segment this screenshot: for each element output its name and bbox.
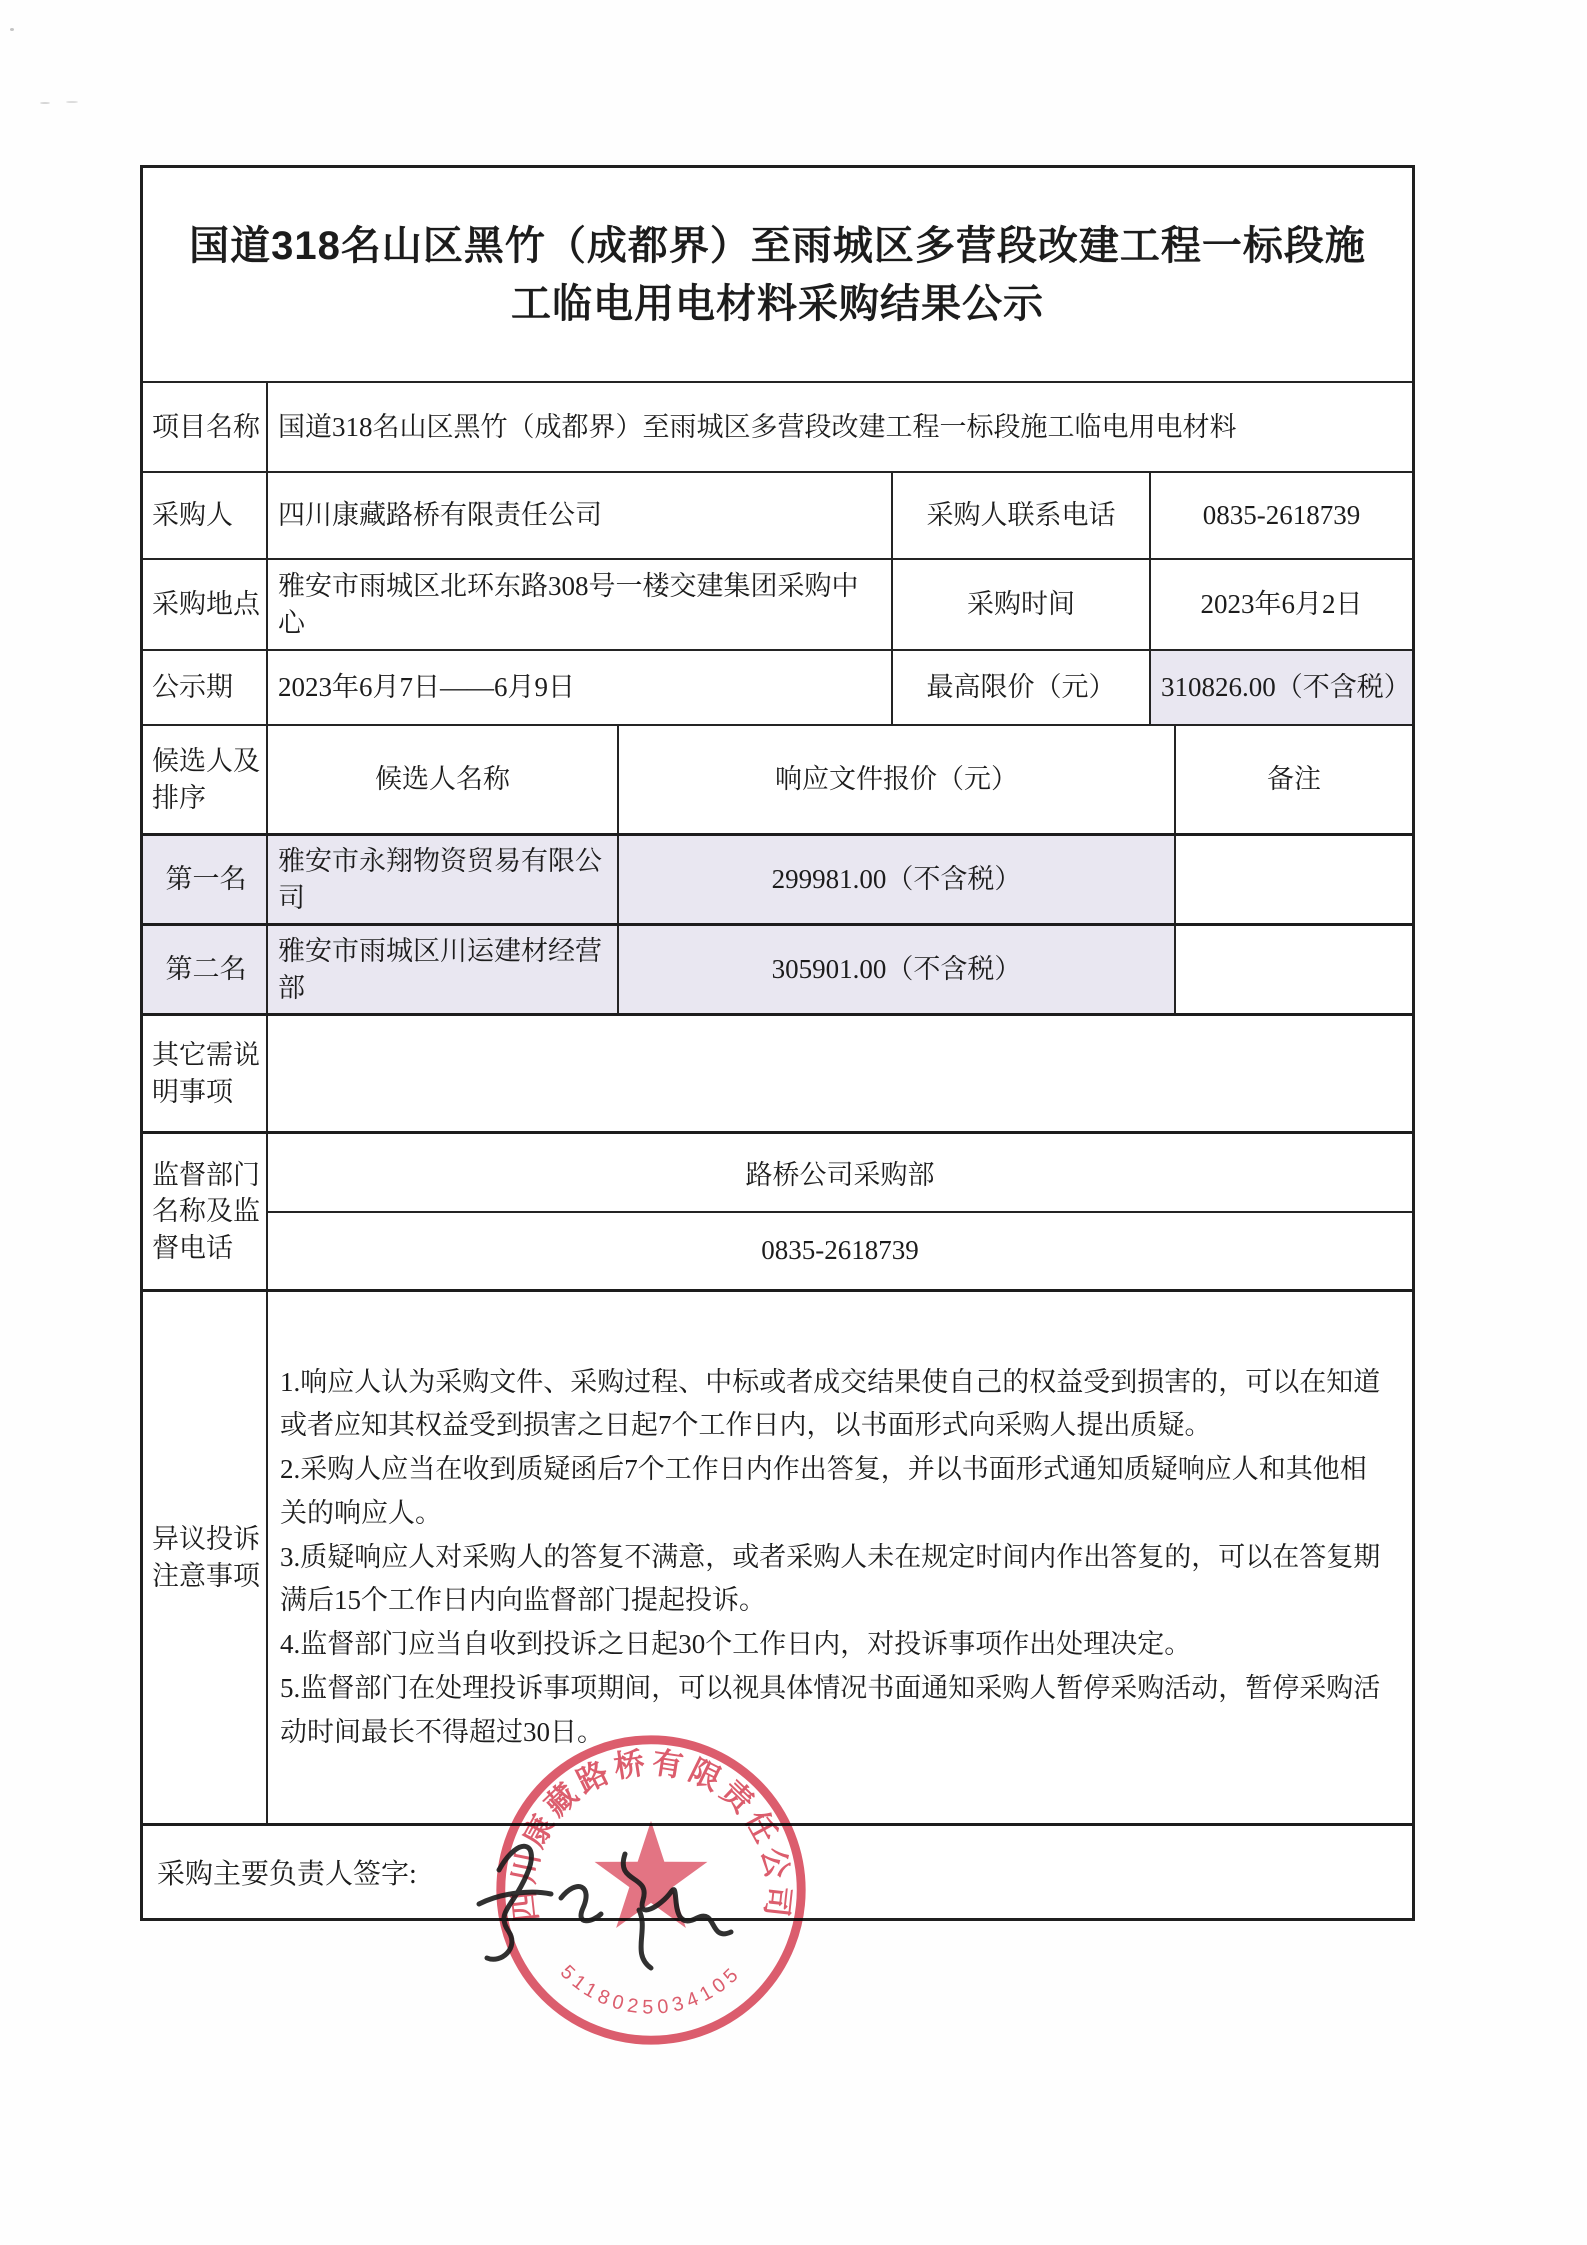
supervision-row bbox=[143, 1131, 1412, 1289]
objection-item-5: 5.监督部门在处理投诉事项期间，可以视具体情况书面通知采购人暂停采购活动，暂停采购活动时间最长不得超过30日。 bbox=[280, 1672, 1381, 1747]
purchaser-row bbox=[143, 471, 1412, 558]
objection-notice-row bbox=[143, 1289, 1412, 1823]
scan-speck bbox=[66, 101, 78, 103]
max-price-label: 最高限价（元） bbox=[891, 651, 1149, 724]
publicity-period-value: 2023年6月7日——6月9日 bbox=[266, 651, 891, 724]
other-notes-row bbox=[143, 1013, 1412, 1131]
location-row bbox=[143, 558, 1412, 649]
project-name-value: 国道318名山区黑竹（成都界）至雨城区多营段改建工程一标段施工临电用电材料 bbox=[266, 383, 1412, 471]
candidate-row-first bbox=[143, 833, 1412, 923]
candidates-rank-header: 候选人及排序 bbox=[152, 746, 260, 813]
candidate-name: 雅安市雨城区川运建材经营部 bbox=[266, 926, 617, 1013]
candidate-remark bbox=[1174, 926, 1412, 1013]
stamp-number-text: 5118025034105 bbox=[555, 1961, 747, 2019]
candidate-rank: 第二名 bbox=[143, 926, 266, 1013]
max-price-value: 310826.00（不含税） bbox=[1149, 651, 1412, 724]
scan-speck bbox=[10, 28, 14, 31]
signature-label: 采购主要负责人签字: bbox=[157, 1859, 417, 1890]
candidate-rank: 第一名 bbox=[143, 836, 266, 923]
supervision-phone-value: 0835-2618739 bbox=[268, 1211, 1412, 1290]
objection-item-2: 2.采购人应当在收到质疑函后7个工作日内作出答复，并以书面形式通知质疑响应人和其他相关的响应人。 bbox=[280, 1454, 1367, 1528]
purchase-time-label: 采购时间 bbox=[891, 560, 1149, 649]
candidate-row-second bbox=[143, 923, 1412, 1013]
scan-speck bbox=[40, 102, 50, 104]
procurement-result-table bbox=[140, 165, 1415, 1924]
location-value: 雅安市雨城区北环东路308号一楼交建集团采购中心 bbox=[266, 560, 891, 649]
supervision-label: 监督部门名称及监督电话 bbox=[152, 1159, 260, 1263]
supervision-dept-value: 路桥公司采购部 bbox=[745, 1159, 935, 1190]
purchaser-phone-label: 采购人联系电话 bbox=[891, 473, 1149, 558]
signature-row bbox=[143, 1823, 1412, 1918]
bid-price-header: 响应文件报价（元） bbox=[617, 726, 1174, 833]
publicity-period-row bbox=[143, 649, 1412, 724]
remark-header: 备注 bbox=[1174, 726, 1412, 833]
objection-item-1: 1.响应人认为采购文件、采购过程、中标或者成交结果使自己的权益受到损害的，可以在知道或者应知其权益受到损害之日起7个工作日内，以书面形式向采购人提出质疑。 bbox=[280, 1366, 1381, 1441]
objection-item-4: 4.监督部门应当自收到投诉之日起30个工作日内，对投诉事项作出处理决定。 bbox=[280, 1629, 1192, 1660]
other-notes-value bbox=[266, 1016, 1412, 1131]
publicity-period-label: 公示期 bbox=[152, 672, 233, 703]
candidate-price: 305901.00（不含税） bbox=[617, 926, 1174, 1013]
objection-items bbox=[280, 1361, 1392, 1755]
objection-item-3: 3.质疑响应人对采购人的答复不满意，或者采购人未在规定时间内作出答复的，可以在答复期满后15个工作日内向监督部门提起投诉。 bbox=[280, 1541, 1381, 1616]
title-row bbox=[143, 168, 1412, 381]
candidates-header-row bbox=[143, 724, 1412, 833]
project-name-label: 项目名称 bbox=[152, 411, 260, 442]
other-notes-label: 其它需说明事项 bbox=[152, 1040, 260, 1107]
page-title: 国道318名山区黑竹（成都界）至雨城区多营段改建工程一标段施工临电用电材料采购结果公示 bbox=[189, 223, 1366, 326]
objection-text-cell bbox=[266, 1292, 1412, 1823]
purchaser-value: 四川康藏路桥有限责任公司 bbox=[266, 473, 891, 558]
svg-text:5118025034105 bbox=[556, 1961, 746, 2019]
candidate-remark bbox=[1174, 836, 1412, 923]
candidate-price: 299981.00（不含税） bbox=[617, 836, 1174, 923]
purchase-time-value: 2023年6月2日 bbox=[1149, 560, 1412, 649]
purchaser-phone-value: 0835-2618739 bbox=[1149, 473, 1412, 558]
objection-label: 异议投诉注意事项 bbox=[152, 1524, 260, 1591]
candidate-name: 雅安市永翔物资贸易有限公司 bbox=[266, 836, 617, 923]
candidate-name-header: 候选人名称 bbox=[266, 726, 617, 833]
purchaser-label: 采购人 bbox=[152, 500, 233, 531]
project-name-row bbox=[143, 381, 1412, 471]
stamp-company-text: 四川康藏路桥有限责任公司 bbox=[506, 1745, 796, 1924]
location-label: 采购地点 bbox=[152, 589, 260, 620]
